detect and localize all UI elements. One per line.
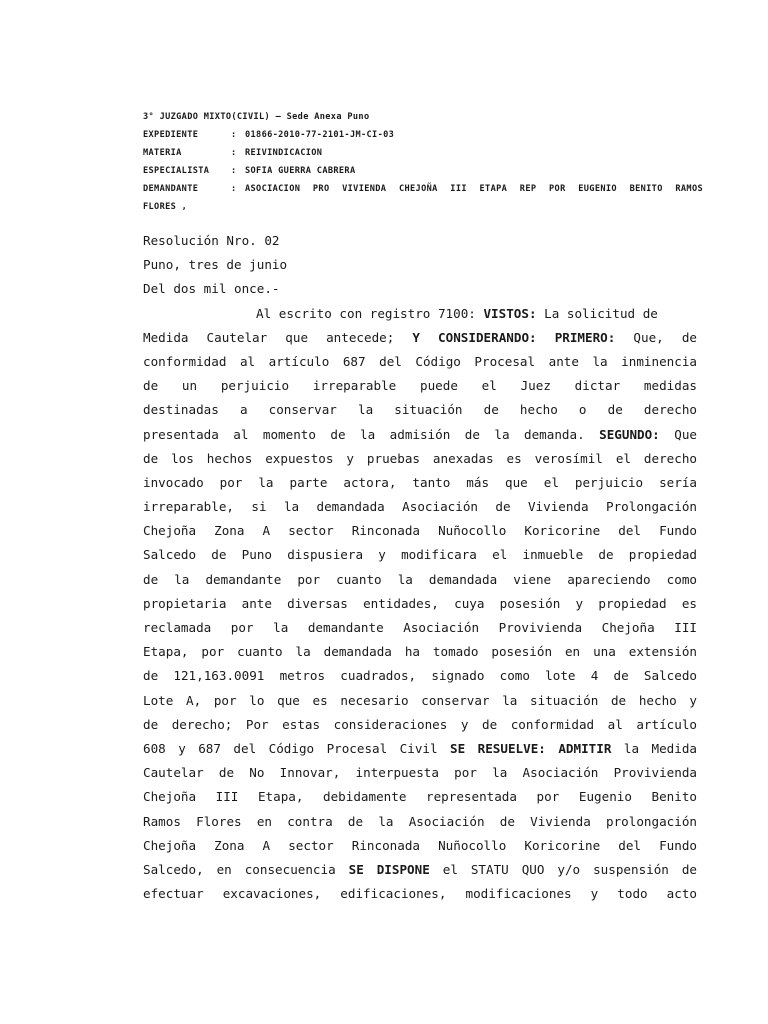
paragraph-line	[143, 423, 697, 447]
resolution-date-line: Del dos mil once.-	[143, 281, 280, 297]
text-run: presentada al momento de la admisión de la demanda.	[143, 426, 600, 442]
paragraph-line: de un perjuicio irreparable puede el Juez dictar medidas	[143, 378, 697, 394]
text-run: 608 y 687 del Código Procesal Civil	[143, 740, 451, 756]
paragraph-line: irreparable, si la demandada Asociación de Vivienda Prolongación	[143, 499, 697, 515]
header-row-especialista	[143, 162, 703, 180]
paragraph-line: Chejoña III Etapa, debidamente representada por Eugenio Benito	[143, 789, 697, 805]
court-name: 3° JUZGADO MIXTO(CIVIL) – Sede Anexa Puno	[143, 112, 370, 122]
paragraph-line: de los hechos expuestos y pruebas anexadas es verosímil el derecho	[143, 450, 697, 466]
header-separator: :	[231, 130, 237, 140]
header-value: ASOCIACION PRO VIVIENDA CHEJOÑA III ETAPA REP POR EUGENIO BENITO RAMOS	[245, 184, 703, 194]
paragraph-line: conformidad al artículo 687 del Código Procesal ante la inminencia	[143, 353, 697, 369]
header-row-demandante	[143, 180, 703, 198]
text-run: la Medida	[611, 740, 697, 756]
bold-heading: Y CONSIDERANDO: PRIMERO:	[412, 329, 616, 345]
paragraph-line: Chejoña Zona A sector Rinconada Nuñocollo Koricorine del Fundo	[143, 523, 697, 539]
paragraph-line: Salcedo de Puno dispusiera y modificara el inmueble de propiedad	[143, 547, 697, 563]
paragraph-line: Lote A, por lo que es necesario conservar la situación de hecho y	[143, 692, 697, 708]
text-run: Que, de	[615, 329, 697, 345]
paragraph-line: invocado por la parte actora, tanto más que el perjuicio sería	[143, 474, 697, 490]
text-run: La solicitud de	[536, 305, 658, 321]
text-run: Al escrito con registro 7100:	[256, 305, 484, 321]
header-label: MATERIA	[143, 148, 182, 158]
paragraph-line: efectuar excavaciones, edificaciones, modificaciones y todo acto	[143, 886, 697, 902]
paragraph-line: reclamada por la demandante Asociación Provivienda Chejoña III	[143, 620, 697, 635]
header-separator: :	[231, 148, 237, 158]
header-value: REIVINDICACION	[245, 148, 323, 158]
resolution-body	[143, 229, 697, 906]
resolution-number: Resolución Nro. 02	[143, 233, 280, 248]
paragraph-line: Etapa, por cuanto la demandada ha tomado posesión en una extensión	[143, 644, 697, 660]
header-value: 01866-2010-77-2101-JM-CI-03	[245, 130, 395, 140]
paragraph-line: Chejoña Zona A sector Rinconada Nuñocollo Koricorine del Fundo	[143, 837, 697, 853]
paragraph-line	[143, 737, 697, 761]
header-separator: :	[231, 166, 237, 176]
bold-heading: SE RESUELVE: ADMITIR	[450, 740, 612, 756]
paragraph-line: de 121,163.0091 metros cuadrados, signado como lote 4 de Salcedo	[143, 668, 697, 684]
header-row-expediente	[143, 126, 703, 144]
paragraph-line	[143, 302, 697, 326]
paragraph-line	[143, 326, 697, 350]
paragraph-line: destinadas a conservar la situación de hecho o de derecho	[143, 402, 697, 418]
text-run: Que	[659, 426, 697, 442]
paragraph-line: Cautelar de No Innovar, interpuesta por la Asociación Provivienda	[143, 765, 697, 781]
case-header	[143, 108, 703, 216]
paragraph-line: propietaria ante diversas entidades, cuya posesión y propiedad es	[143, 595, 697, 611]
paragraph-line: de la demandante por cuanto la demandada viene apareciendo como	[143, 571, 697, 587]
resolution-date-line: Puno, tres de junio	[143, 257, 288, 273]
header-value: SOFIA GUERRA CABRERA	[245, 166, 356, 176]
header-separator: :	[231, 184, 237, 194]
header-label: DEMANDANTE	[143, 184, 199, 194]
header-label: EXPEDIENTE	[143, 130, 199, 140]
bold-heading: SEGUNDO:	[599, 426, 660, 442]
header-row-materia	[143, 144, 703, 162]
paragraph-line: de derecho; Por estas consideraciones y de conformidad al artículo	[143, 716, 697, 732]
text-run: Medida Cautelar que antecede;	[143, 329, 413, 345]
bold-heading: VISTOS:	[483, 305, 537, 321]
paragraph-line: Ramos Flores en contra de la Asociación de Vivienda prolongación	[143, 813, 697, 829]
header-label: ESPECIALISTA	[143, 166, 210, 176]
header-demandante-continuation: FLORES ,	[143, 202, 188, 212]
paragraph-line	[143, 858, 697, 882]
text-run: Salcedo, en consecuencia	[143, 861, 349, 877]
text-run: el STATU QUO y/o suspensión de	[429, 861, 697, 877]
bold-heading: SE DISPONE	[348, 861, 430, 877]
